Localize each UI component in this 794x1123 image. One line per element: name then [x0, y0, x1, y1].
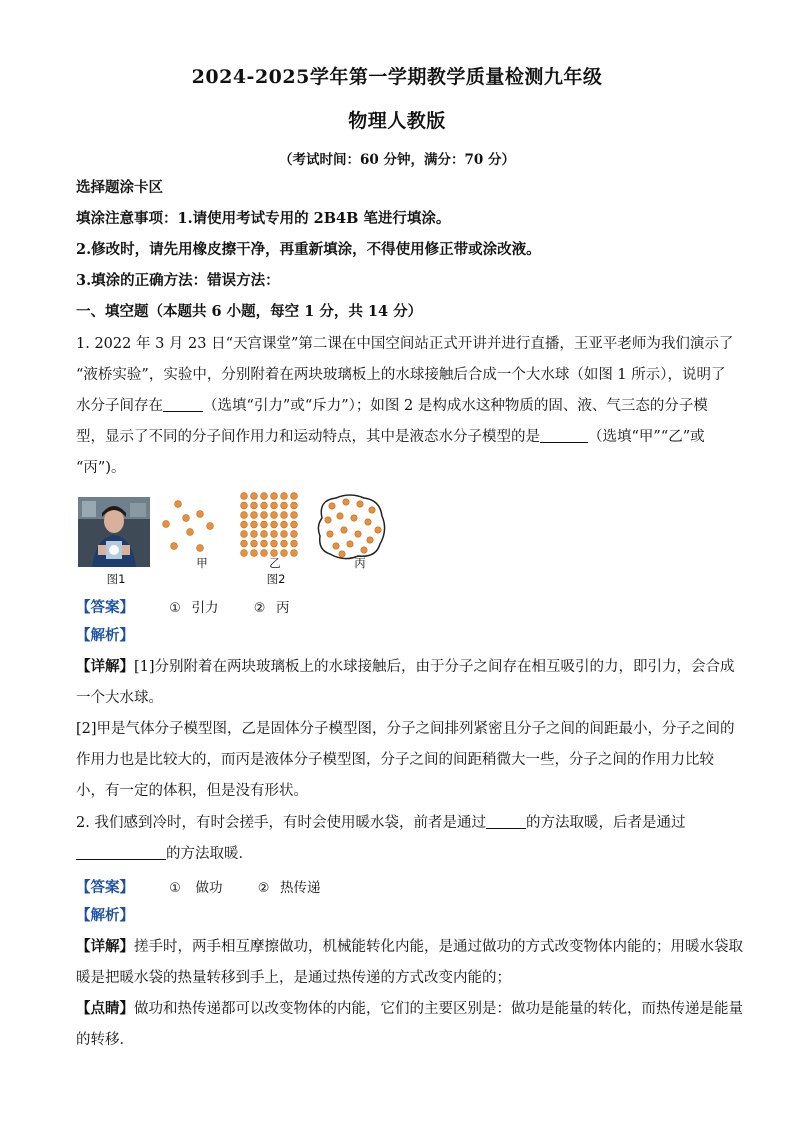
answer-2-text: 热传递 — [279, 880, 321, 896]
solid-molecule — [291, 521, 298, 528]
solid-molecule — [281, 521, 288, 528]
solid-molecule — [291, 502, 298, 509]
solid-molecule — [251, 540, 258, 547]
liquid-molecule — [341, 527, 347, 533]
gas-molecule-model — [163, 501, 214, 552]
q1-line-3 — [76, 397, 718, 415]
answer-1-number: ① — [169, 881, 181, 896]
gas-molecule — [175, 501, 182, 508]
answer-tag: 【答案】 — [76, 599, 134, 616]
q1-line-4 — [76, 428, 718, 446]
q1-line-4-text-a: 型，显示了不同的分子间作用力和运动特点，其中是液态水分子模型的是 — [76, 429, 540, 445]
solid-molecule — [291, 512, 298, 519]
q1-blank-2 — [540, 428, 588, 443]
solid-molecule — [271, 512, 278, 519]
q1-line-3-text-b: （选填“引力”或“斥力”）；如图 2 是构成水这种物质的固、液、气三态的分子模 — [203, 398, 708, 414]
liquid-molecule — [357, 501, 363, 507]
liquid-molecule — [329, 503, 335, 509]
label-yi: 乙 — [269, 556, 281, 570]
solid-molecule — [251, 521, 258, 528]
analysis-tag: 【解析】 — [76, 907, 134, 924]
solid-molecule — [251, 531, 258, 538]
solid-molecule — [261, 531, 268, 538]
solid-molecule — [271, 531, 278, 538]
label-jia: 甲 — [196, 556, 208, 570]
gas-molecule — [187, 529, 194, 536]
solid-molecule — [251, 493, 258, 500]
solid-molecule — [281, 512, 288, 519]
q1-line-3-text-a: 水分子间存在 — [76, 398, 163, 414]
gas-molecule — [197, 511, 204, 518]
answer-2-number: ② — [253, 601, 266, 616]
q2-point-text-1: 做功和热传递都可以改变物体的内能，它们的主要区别是：做功是能量的转化，而热传递是能量 — [134, 1001, 743, 1017]
detail-tag: 【详解】 — [76, 658, 134, 675]
q2-line-1-text-b: 的方法取暖，后者是通过 — [525, 815, 686, 831]
liquid-molecule — [343, 499, 349, 505]
q1-line-2: “液桥实验”，实验中，分别附着在两块玻璃板上的水球接触后合成一个大水球（如图 1 所示），说明了 — [76, 367, 726, 383]
q1-answer-row — [76, 596, 289, 617]
solid-molecule — [251, 550, 258, 557]
q1-line-4-text-b: （选填“甲”“乙”或 — [588, 429, 705, 445]
analysis-tag: 【解析】 — [76, 627, 134, 644]
answer-2-number: ② — [257, 881, 270, 896]
astronaut-photo-image — [78, 497, 150, 567]
section-heading: 一、填空题（本题共 6 小题，每空 1 分，共 14 分） — [76, 303, 423, 320]
solid-molecule — [281, 540, 288, 547]
instruction-line-2: 填涂注意事项：1.请使用考试专用的 2B4B 笔进行填涂。 — [76, 210, 451, 227]
q2-line-2 — [76, 845, 718, 863]
q1-detail-line-1 — [76, 658, 735, 676]
solid-molecule — [261, 521, 268, 528]
q2-line-2-text: 的方法取暖． — [166, 846, 253, 862]
solid-molecule — [261, 493, 268, 500]
solid-molecule — [271, 502, 278, 509]
answer-1-number: ① — [169, 601, 181, 616]
q2-blank-2 — [76, 845, 166, 860]
solid-molecule — [281, 493, 288, 500]
solid-molecule — [281, 502, 288, 509]
answer-1-text: 引力 — [191, 600, 219, 616]
answer-1-text: 做功 — [195, 880, 223, 896]
solid-molecule — [291, 531, 298, 538]
solid-molecule — [261, 502, 268, 509]
liquid-molecule — [351, 515, 357, 521]
solid-molecule — [271, 540, 278, 547]
q1-detail-line-3: [2]甲是气体分子模型图，乙是固体分子模型图，分子之间排列紧密且分子之间的间距最小，分子之间的 — [76, 721, 735, 737]
solid-molecule — [261, 512, 268, 519]
liquid-molecule — [375, 527, 381, 533]
figure-1-photo — [78, 497, 150, 567]
solid-molecule — [251, 512, 258, 519]
liquid-molecule-model — [318, 495, 384, 559]
detail-tag: 【详解】 — [76, 938, 134, 955]
solid-molecule — [291, 493, 298, 500]
solid-molecule — [271, 521, 278, 528]
solid-molecule — [241, 550, 248, 557]
solid-molecule — [241, 521, 248, 528]
page-subtitle: 物理人教版 — [348, 110, 446, 132]
q1-detail-line-5: 小，有一定的体积，但是没有形状。 — [76, 783, 308, 799]
q2-line-1 — [76, 814, 718, 832]
q2-line-1-text-a: 2. 我们感到冷时，有时会搓手，有时会使用暖水袋，前者是通过 — [76, 815, 486, 831]
liquid-molecule — [327, 531, 333, 537]
figure-2-label: 图2 — [266, 572, 286, 586]
exam-info: （考试时间：60 分钟，满分：70 分） — [279, 152, 515, 168]
liquid-molecule — [369, 507, 375, 513]
q2-detail-line-2: 暖是把暖水袋的热量转移到手上，是通过热传递的方式改变内能的； — [76, 970, 511, 986]
q2-detail-text-1: 搓手时，两手相互摩擦做功，机械能转化内能，是通过做功的方式改变物体内能的；用暖水袋取 — [134, 939, 743, 955]
liquid-molecule — [361, 547, 367, 553]
q1-line-1: 1. 2022 年 3 月 23 日“天宫课堂”第二课在中国空间站正式开讲并进行直播，王亚平老师为我们演示了 — [76, 336, 734, 352]
solid-molecule — [291, 540, 298, 547]
solid-molecule — [281, 531, 288, 538]
figure-1-label: 图1 — [106, 572, 126, 586]
q1-detail-line-2: 一个大水球。 — [76, 690, 163, 706]
gas-molecule — [207, 523, 214, 530]
q1-detail-text-1: [1]分别附着在两块玻璃板上的水球接触后，由于分子之间存在相互吸引的力，即引力，会合成 — [134, 659, 735, 675]
liquid-molecule — [367, 537, 373, 543]
solid-molecule-model — [241, 493, 298, 557]
q1-blank-1 — [163, 397, 203, 412]
q2-answer-row — [76, 876, 320, 897]
gas-molecule — [183, 515, 190, 522]
point-tag: 【点睛】 — [76, 1000, 134, 1017]
q1-detail-line-4: 作用力也是比较大的，而丙是液体分子模型图，分子之间的间距稍微大一些，分子之间的作用力比较 — [76, 752, 714, 768]
answer-tag: 【答案】 — [76, 879, 134, 896]
liquid-molecule — [347, 541, 353, 547]
answer-2-text: 丙 — [275, 600, 290, 616]
instruction-line-1: 选择题涂卡区 — [76, 179, 163, 196]
gas-molecule — [163, 521, 170, 528]
solid-molecule — [241, 531, 248, 538]
solid-molecule — [291, 550, 298, 557]
solid-molecule — [241, 493, 248, 500]
q2-blank-1 — [486, 814, 526, 829]
liquid-molecule — [365, 519, 371, 525]
liquid-molecule — [339, 551, 345, 557]
instruction-line-3: 2.修改时，请先用橡皮擦干净，再重新填涂，不得使用修正带或涂改液。 — [76, 241, 541, 258]
liquid-molecule — [325, 517, 331, 523]
liquid-molecule — [333, 543, 339, 549]
page-title: 2024-2025学年第一学期教学质量检测九年级 — [191, 66, 603, 88]
solid-molecule — [261, 540, 268, 547]
liquid-molecule — [355, 531, 361, 537]
solid-molecule — [241, 512, 248, 519]
q2-point-line-1 — [76, 1000, 743, 1018]
solid-molecule — [241, 502, 248, 509]
q1-line-5: “丙”)。 — [76, 460, 126, 476]
gas-molecule — [171, 543, 178, 550]
label-bing: 丙 — [354, 556, 366, 570]
solid-molecule — [241, 540, 248, 547]
solid-molecule — [271, 493, 278, 500]
q2-point-line-2: 的转移． — [76, 1032, 134, 1048]
instruction-line-4: 3.填涂的正确方法：错误方法： — [76, 272, 280, 289]
solid-molecule — [251, 502, 258, 509]
gas-molecule — [197, 545, 204, 552]
liquid-molecule — [337, 513, 343, 519]
q2-detail-line-1 — [76, 938, 743, 956]
